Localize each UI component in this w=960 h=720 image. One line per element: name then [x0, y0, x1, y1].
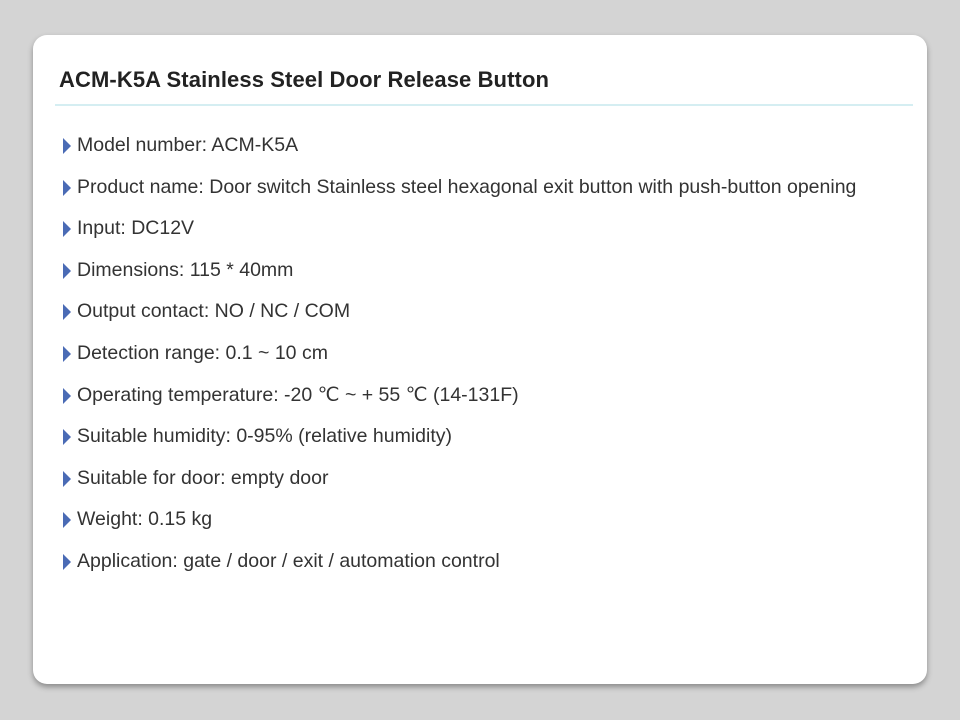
triangle-right-icon — [63, 554, 71, 570]
spec-text: Suitable for door: empty door — [77, 466, 329, 489]
triangle-right-icon — [63, 388, 71, 404]
spec-item-output-contact — [63, 297, 856, 339]
spec-text: Input: DC12V — [77, 217, 195, 240]
triangle-right-icon — [63, 138, 71, 154]
spec-text: Model number: ACM-K5A — [77, 134, 299, 156]
spec-item-operating-temperature — [63, 381, 856, 423]
triangle-right-icon — [63, 512, 71, 528]
spec-text: Application: gate / door / exit / automation control — [77, 549, 500, 572]
spec-item-product-name — [63, 173, 856, 215]
spec-text: Detection range: 0.1 ~ 10 cm — [77, 341, 328, 364]
spec-item-dimensions — [63, 256, 856, 298]
spec-item-model-number — [63, 131, 856, 173]
triangle-right-icon — [63, 180, 71, 196]
spec-text: Weight: 0.15 kg — [77, 508, 213, 531]
spec-item-suitable-door — [63, 464, 856, 506]
spec-item-weight — [63, 505, 856, 547]
triangle-right-icon — [63, 221, 71, 237]
spec-text: Dimensions: 115 * 40mm — [77, 258, 294, 281]
triangle-right-icon — [63, 263, 71, 279]
triangle-right-icon — [63, 304, 71, 320]
spec-item-detection-range — [63, 339, 856, 381]
triangle-right-icon — [63, 429, 71, 445]
spec-item-suitable-humidity — [63, 422, 856, 464]
triangle-right-icon — [63, 346, 71, 362]
spec-card — [33, 35, 927, 684]
spec-text: Output contact: NO / NC / COM — [77, 300, 351, 323]
spec-list — [63, 131, 856, 589]
spec-text: Product name: Door switch Stainless steel hexagonal exit button with push-button opening — [77, 175, 857, 198]
spec-text: Operating temperature: -20 ℃ ~ + 55 ℃ (14-131F) — [77, 383, 519, 406]
triangle-right-icon — [63, 471, 71, 487]
title-divider — [55, 104, 913, 106]
page-title: ACM-K5A Stainless Steel Door Release Button — [59, 67, 550, 92]
spec-item-application — [63, 547, 856, 589]
spec-text: Suitable humidity: 0-95% (relative humidity) — [77, 425, 452, 448]
spec-item-input — [63, 214, 856, 256]
